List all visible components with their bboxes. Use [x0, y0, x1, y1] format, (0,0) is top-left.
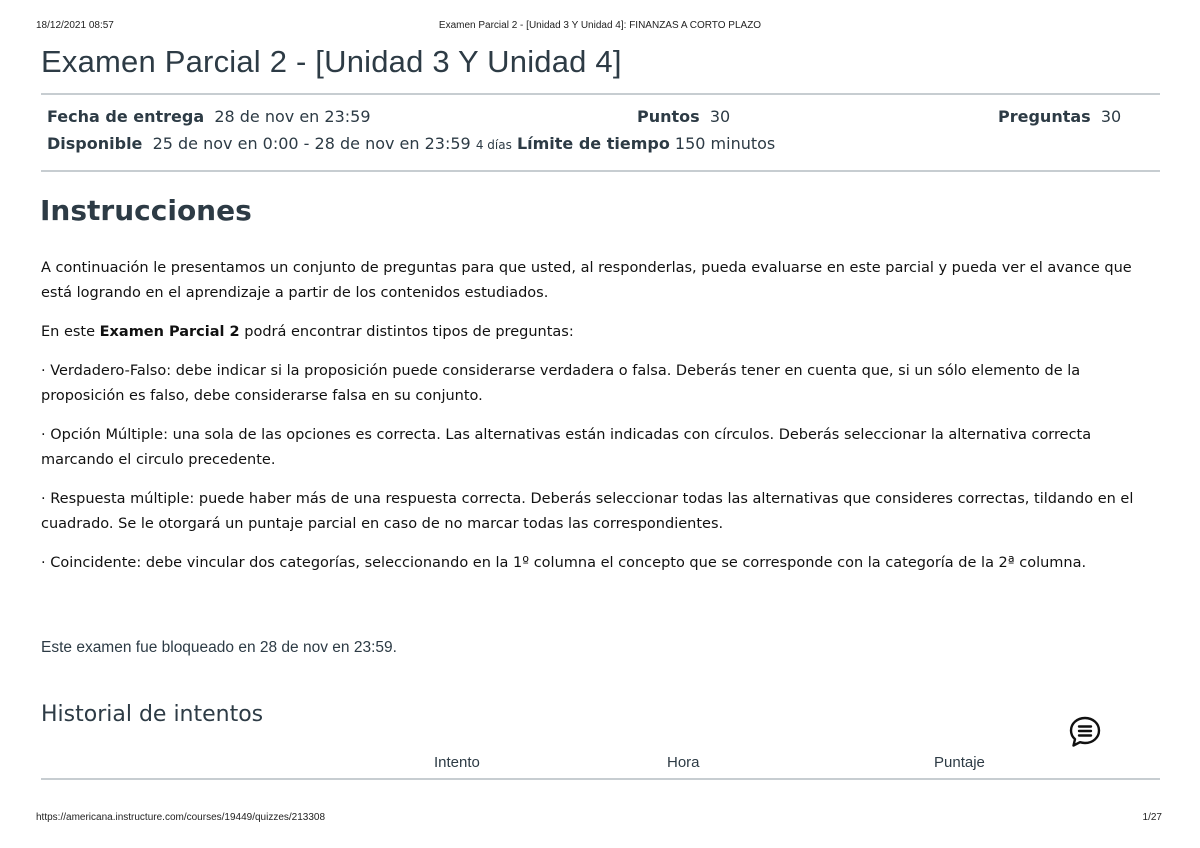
instructions-intro: A continuación le presentamos un conjunto de preguntas para que usted, al responderlas, pueda evaluarse en este parcial y pueda ver el avance que está logrando en el aprendizaje a partir de los contenidos estudiados. [41, 260, 1132, 301]
print-date: 18/12/2021 08:57 [36, 20, 114, 31]
column-intento: Intento [434, 754, 480, 771]
print-doc-title: Examen Parcial 2 - [Unidad 3 Y Unidad 4]: FINANZAS A CORTO PLAZO [438, 20, 762, 31]
due-label: Fecha de entrega [47, 107, 205, 126]
locked-message: Este examen fue bloqueado en 28 de nov en 23:59. [41, 639, 397, 656]
availability [47, 134, 775, 153]
history-title: Historial de intentos [41, 702, 264, 727]
points-label: Puntos [637, 107, 700, 126]
questions [998, 107, 1121, 126]
time-limit-value: 150 minutos [674, 134, 776, 153]
available-label: Disponible [47, 134, 143, 153]
due-date [47, 107, 371, 126]
points [637, 107, 730, 126]
print-url: https://americana.instructure.com/courses/19449/quizzes/213308 [36, 812, 326, 823]
question-type-multiple-choice: · Opción Múltiple: una sola de las opciones es correcta. Las alternativas están indicadas con círculos. Deberás seleccionar la alternativa correcta marcando el circulo precedente. [41, 427, 1092, 468]
instructions-body [41, 256, 1161, 590]
chat-bubble-icon[interactable] [1068, 715, 1102, 749]
question-type-matching: · Coincidente: debe vincular dos categorías, seleccionando en la 1º columna el concepto que se corresponde con la categoría de la 2ª columna. [41, 555, 1087, 571]
available-days: 4 días [475, 138, 512, 152]
types-intro-pre: En este [41, 324, 100, 340]
due-value: 28 de nov en 23:59 [214, 107, 371, 126]
questions-label: Preguntas [998, 107, 1091, 126]
instructions-title: Instrucciones [40, 194, 252, 227]
points-value: 30 [709, 107, 731, 126]
print-footer [36, 812, 1162, 826]
page-title: Examen Parcial 2 - [Unidad 3 Y Unidad 4] [41, 44, 622, 79]
print-page-number: 1/27 [1142, 812, 1162, 823]
print-header [36, 20, 1164, 34]
question-type-true-false: · Verdadero-Falso: debe indicar si la proposición puede considerarse verdadera o falsa. Deberás tener en cuenta que, si un sólo elemento de la proposición es falso, debe considerarse falsa en su conjunto. [41, 363, 1081, 404]
types-intro-bold: Examen Parcial 2 [99, 324, 240, 340]
questions-value: 30 [1100, 107, 1122, 126]
types-intro-post: podrá encontrar distintos tipos de preguntas: [239, 324, 574, 340]
history-table-header [41, 754, 1160, 780]
time-limit-label: Límite de tiempo [516, 134, 670, 153]
column-hora: Hora [667, 754, 700, 771]
column-puntaje: Puntaje [934, 754, 985, 771]
meta-divider-top [41, 93, 1160, 95]
instructions-types-intro [41, 320, 1161, 345]
available-value: 25 de nov en 0:00 - 28 de nov en 23:59 [152, 134, 471, 153]
meta-divider-bottom [41, 170, 1160, 172]
question-type-multiple-answer: · Respuesta múltiple: puede haber más de una respuesta correcta. Deberás seleccionar todas las alternativas que consideres correctas, tildando en el cuadrado. Se le otorgará un puntaje parcial en caso de no marcar todas las correspondientes. [41, 491, 1134, 532]
